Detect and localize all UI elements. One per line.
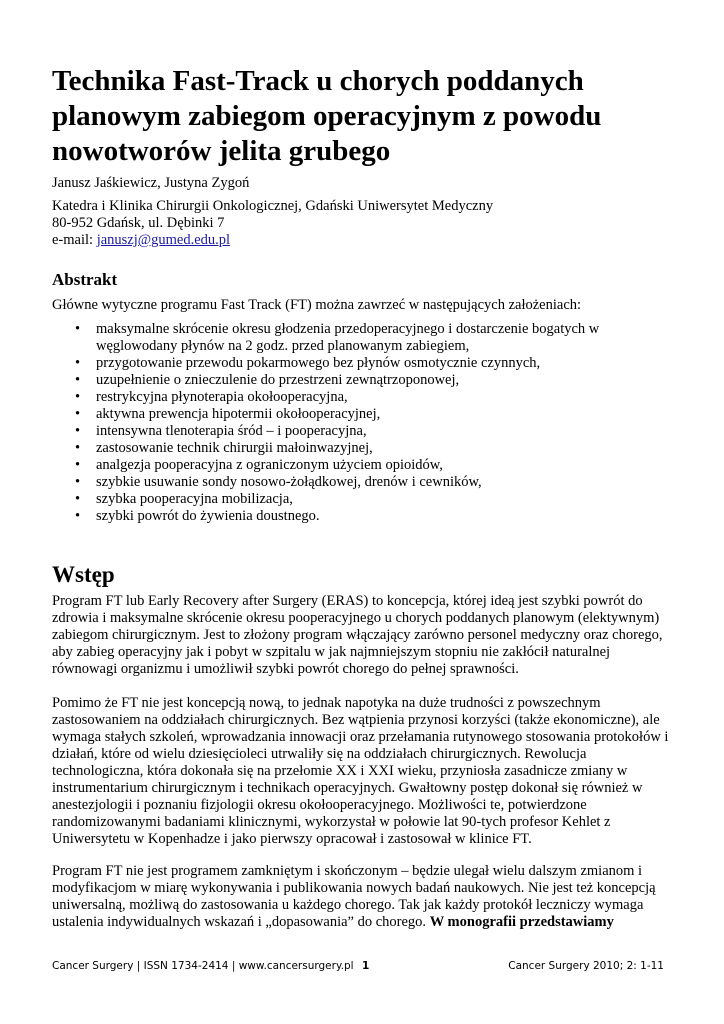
page-footer <box>52 959 672 973</box>
abstract-intro: Główne wytyczne programu Fast Track (FT) można zawrzeć w następujących założeniach: <box>52 297 582 313</box>
abstract-list <box>52 321 662 525</box>
list-item: • uzupełnienie o znieczulenie do przestrzeni zewnątrzoponowej, <box>52 372 662 389</box>
list-item: • zastosowanie technik chirurgii małoinwazyjnej, <box>52 440 662 457</box>
article-title: Technika Fast-Track u chorych poddanych planowym zabiegom operacyjnym z powodu nowotworów jelita grubego <box>52 65 602 167</box>
list-item: • restrykcyjna płynoterapia okołooperacyjna, <box>52 389 662 406</box>
email-link[interactable]: januszj@gumed.edu.pl <box>96 232 231 248</box>
footer-journal-info: Cancer Surgery | ISSN 1734-2414 | www.cancersurgery.pl <box>52 960 354 972</box>
affiliation-address: 80-952 Gdańsk, ul. Dębinki 7 <box>52 215 225 231</box>
list-item: • przygotowanie przewodu pokarmowego bez płynów osmotycznie czynnych, <box>52 355 662 372</box>
intro-paragraph-3 <box>52 863 672 931</box>
intro-paragraph-3-text: Program FT nie jest programem zamkniętym i skończonym – będzie ulegał wielu dalszym zmianom i modyfikacjom w miarę wykonywania i publikowania nowych badań naukowych. Nie jest też koncepcją uniwersalną, możliwą do zastosowania u każdego chorego. Tak jak każdy protokół leczniczy wymaga ustalenia indywidualnych wskazań i „dopasowania” do chorego. <box>52 863 656 930</box>
affiliation-email-line <box>52 232 493 249</box>
intro-paragraph-1: Program FT lub Early Recovery after Surgery (ERAS) to koncepcja, której ideą jest szybki powrót do zdrowia i maksymalne skrócenie okresu pooperacyjnego u chorych poddanych planowym (elektywnym) zabiegom chirurgicznym. Jest to złożony program włączający zarówno personel medyczny oraz chorego, aby zabieg operacyjny jak i pobyt w szpitalu w jak najmniejszym stopniu nie zakłócił naturalnej równowagi organizmu i umożliwił szybki powrót chorego do pełnej sprawności. <box>52 593 663 677</box>
intro-paragraph-3-bold: W monografii przedstawiamy <box>429 914 614 930</box>
authors: Janusz Jaśkiewicz, Justyna Zygoń <box>52 175 250 191</box>
footer-citation: Cancer Surgery 2010; 2: 1-11 <box>508 960 664 972</box>
intro-heading: Wstęp <box>52 562 115 587</box>
list-item: • szybka pooperacyjna mobilizacja, <box>52 491 662 508</box>
email-label: e-mail: <box>52 232 97 248</box>
list-item: • analgezja pooperacyjna z ograniczonym użyciem opioidów, <box>52 457 662 474</box>
affiliation <box>52 198 493 249</box>
abstract-heading: Abstrakt <box>52 270 118 289</box>
affiliation-department: Katedra i Klinika Chirurgii Onkologicznej, Gdański Uniwersytet Medyczny <box>52 198 494 214</box>
list-item: • intensywna tlenoterapia śród – i pooperacyjna, <box>52 423 662 440</box>
list-item: • szybkie usuwanie sondy nosowo-żołądkowej, drenów i cewników, <box>52 474 662 491</box>
intro-paragraph-2: Pomimo że FT nie jest koncepcją nową, to jednak napotyka na duże trudności z powszechnym zastosowaniem na oddziałach chirurgicznych. Bez wątpienia przynosi korzyści (także ekonomiczne), ale wymaga stałych szkoleń, wprowadzania innowacji oraz przełamania rutynowego stosowania protokołów i działań, które od wielu dziesięcioleci utrwaliły się na oddziałach chirurgicznych. Rewolucja technologiczna, która dokonała się na przełomie XX i XXI wieku, przyniosła zasadnicze zmiany w instrumentarium chirurgicznym i technikach operacyjnych. Gwałtowny postęp dokonał się również w anestezjologii i poznaniu fizjologii okresu okołooperacyjnego. Możliwości te, potwierdzone randomizowanymi badaniami klinicznymi, wykorzystał w połowie lat 90-tych profesor Kehlet z Uniwersytetu w Kopenhadze i jako pierwszy opracował i zastosował w klinice FT. <box>52 695 669 847</box>
list-item: • maksymalne skrócenie okresu głodzenia przedoperacyjnego i dostarczenie bogatych w węglowodany płynów na 2 godz. przed planowanym zabiegiem, <box>52 321 662 355</box>
list-item: • szybki powrót do żywienia doustnego. <box>52 508 662 525</box>
list-item: • aktywna prewencja hipotermii okołooperacyjnej, <box>52 406 662 423</box>
page-number: 1 <box>362 960 370 972</box>
